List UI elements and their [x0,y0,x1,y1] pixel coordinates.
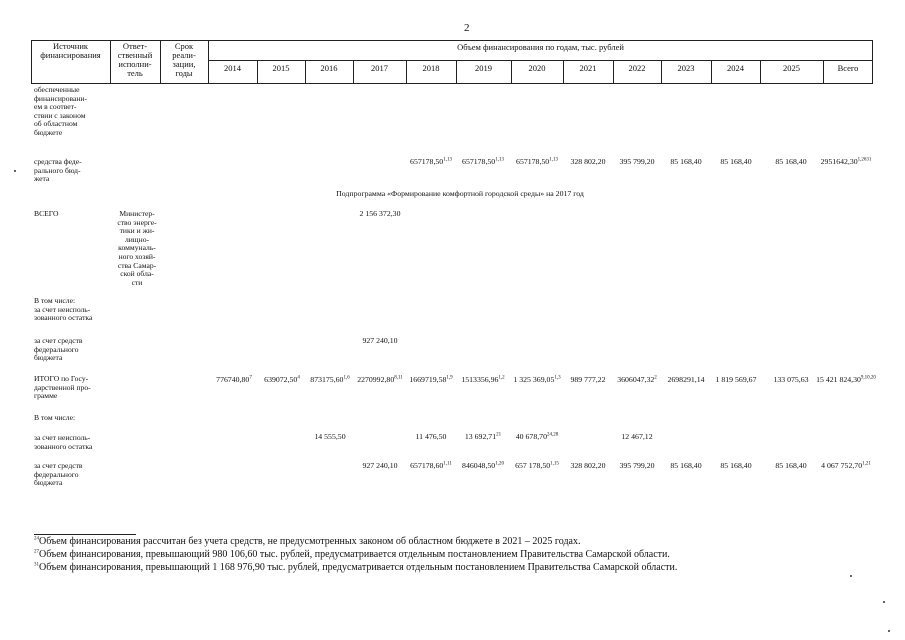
row-label: за счет неисполь- зованного остатка [34,433,93,451]
table-cell: 1 819 569,67 [715,375,757,384]
table-cell: 2698291,14 [667,375,705,384]
header-volume: Объем финансирования по годам, тыс. рублей [457,42,624,52]
table-cell: 657 178,50$^{1,15}$ [515,461,559,470]
header-executor: Ответ- ственный исполни- тель [117,41,153,78]
executor-cell: Министер- ство энерге- тики и жи- лищно- коммуналь- ного хозяй- ства Самар- ской обла- сти [117,209,157,287]
table-cell: 1 325 369,05$^{1,3}$ [513,375,561,384]
scan-speck [883,601,885,603]
table-cell: 328 802,20 [570,461,606,470]
table-cell: 85 168,40 [720,461,752,470]
table-cell: 40 678,70$^{24,28}$ [515,432,559,441]
header-year: 2017 [371,63,388,73]
footnote: $^{24}$Объем финансирования рассчитан без учета средств, не предусмотренных законом об областном бюджете в 2021 – 2025 годах. [34,536,581,547]
header-year: 2015 [272,63,290,73]
header-divider [208,60,873,61]
table-cell: 85 168,40 [775,461,807,470]
row-label: ВСЕГО [34,209,59,218]
table-cell: 328 802,20 [570,157,606,166]
table-cell: 1513356,96$^{1,2}$ [461,375,505,384]
scan-speck [14,170,16,172]
row-label: средства феде- рального бюд- жета [34,157,82,184]
table-cell: 85 168,40 [670,461,702,470]
page-number: 2 [464,22,470,34]
footnote: $^{27}$Объем финансирования, превышающий 980 106,60 тыс. рублей, предусматривается отдельным постановлением Правительства Самарской области. [34,549,670,560]
header-source: Источник финансирования [40,41,101,60]
table-cell: 657178,50$^{1,13}$ [516,157,558,166]
table-cell: 85 168,40 [670,157,702,166]
header-year: 2016 [320,63,338,73]
table-cell: 927 240,10 [362,336,398,345]
table-cell: 846048,50$^{1,20}$ [462,461,504,470]
table-cell: 989 777,22 [570,375,606,384]
table-cell: 3606047,32$^2$ [617,375,657,384]
header-year: 2020 [528,63,546,73]
header-year: 2018 [422,63,440,73]
table-cell: 2 156 372,30 [359,209,401,218]
table-cell: 657178,60$^{1,11}$ [410,461,452,470]
row-label: В том числе: за счет неисполь- зованного остатка [34,296,93,323]
header-year-total: Всего [837,63,859,73]
table-cell: 15 421 824,30$^{9,10,20}$ [816,375,876,384]
footnote: $^{31}$Объем финансирования, превышающий 1 168 976,90 тыс. рублей, предусматривается отдельным постановлением Правительства Самарской области. [34,562,678,573]
table-cell: 657178,50$^{1,13}$ [462,157,504,166]
header-year: 2023 [677,63,695,73]
table-cell: 2270992,80$^{8,11}$ [357,375,403,384]
row-label: за счет средств федерального бюджета [34,461,83,488]
header-year: 2024 [727,63,744,73]
table-cell: 927 240,10 [362,461,398,470]
table-cell: 11 476,50 [415,432,447,441]
header-year: 2019 [475,63,492,73]
header-year: 2022 [628,63,646,73]
table-cell: 4 067 752,70$^{1,21}$ [821,461,871,470]
footnote-separator [34,534,136,535]
table-cell: $2951642,30^{1,2631}$ [820,157,872,166]
header-term: Срок реали- зации, годы [172,41,196,78]
header-year: 2021 [579,63,597,73]
header-year: 2014 [224,63,241,73]
row-label: ИТОГО по Госу- дарственной про- грамме [34,374,91,401]
table-cell: 12 467,12 [621,432,653,441]
scan-speck [888,630,890,632]
table-cell: 85 168,40 [720,157,752,166]
table-cell: 395 799,20 [619,461,655,470]
table-cell: 395 799,20 [619,157,655,166]
scan-speck [850,575,852,577]
row-label: В том числе: [34,413,76,422]
row-label: обеспеченные финансировани- ем в соответ- ствии с законом об областном бюджете [34,85,88,137]
row-label: за счет средств федерального бюджета [34,336,83,363]
subprogram-title: Подпрограмма «Формирование комфортной городской среды» на 2017 год [336,189,584,198]
table-cell: 657178,50$^{1,13}$ [410,157,452,166]
header-year: 2025 [783,63,800,73]
table-cell: 873175,60$^{1,6}$ [310,375,350,384]
table-cell: 85 168,40 [775,157,807,166]
table-cell: 133 075,63 [773,375,809,384]
table-cell: 776740,80$^7$ [216,375,252,384]
table-cell: 639072,50$^4$ [264,375,300,384]
table-cell: 1669719,58$^{1,9}$ [409,375,453,384]
table-cell: 13 692,71$^{21}$ [464,432,502,441]
table-cell: 14 555,50 [314,432,346,441]
